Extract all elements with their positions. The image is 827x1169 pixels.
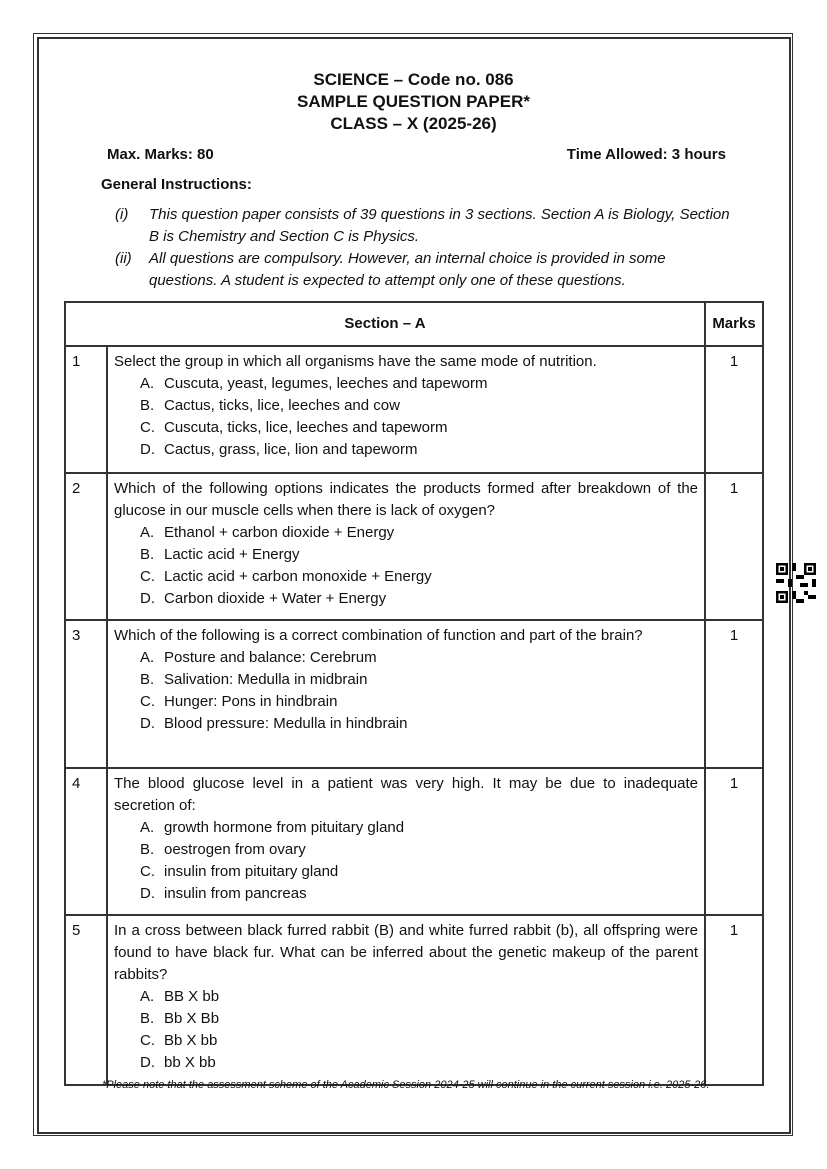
option-text: Cuscuta, ticks, lice, leeches and tapeworm (164, 419, 448, 436)
option-text: Cuscuta, yeast, legumes, leeches and tapeworm (164, 375, 488, 392)
instruction-text: This question paper consists of 39 questions in 3 sections. Section A is Biology, Section B is Chemistry and Section C is Physics. (149, 206, 730, 245)
questions-table (64, 301, 764, 1086)
question-row (65, 620, 763, 768)
option (114, 395, 698, 417)
option-text: insulin from pancreas (164, 885, 307, 902)
question-cell (107, 768, 705, 915)
option (114, 544, 698, 566)
question-cell (107, 473, 705, 620)
option-text: Lactic acid + Energy (164, 546, 300, 563)
option (114, 1052, 698, 1074)
question-marks: 1 (705, 768, 763, 915)
option-letter: A. (140, 819, 155, 836)
option (114, 861, 698, 883)
option (114, 669, 698, 691)
option-letter: B. (140, 671, 155, 688)
instructions-heading: General Instructions: (101, 176, 252, 193)
option-letter: D. (140, 715, 155, 732)
option (114, 647, 698, 669)
option (114, 883, 698, 905)
instruction-item (115, 248, 735, 292)
option (114, 588, 698, 610)
option-letter: A. (140, 375, 155, 392)
question-text: In a cross between black furred rabbit (B) and white furred rabbit (b), all offspring were found to have black fur. What can be inferred about the genetic makeup of the parent rabbits? (114, 922, 698, 983)
option-letter: D. (140, 885, 155, 902)
question-number: 3 (65, 620, 107, 768)
option (114, 373, 698, 395)
option-letter: A. (140, 649, 155, 666)
instruction-item (115, 204, 735, 248)
option (114, 691, 698, 713)
option-text: Ethanol + carbon dioxide + Energy (164, 524, 395, 541)
option-text: Posture and balance: Cerebrum (164, 649, 377, 666)
option-text: Blood pressure: Medulla in hindbrain (164, 715, 408, 732)
option-letter: A. (140, 988, 155, 1005)
option-text: Hunger: Pons in hindbrain (164, 693, 338, 710)
question-marks: 1 (705, 915, 763, 1085)
question-number: 4 (65, 768, 107, 915)
question-text: Which of the following is a correct combination of function and part of the brain? (114, 627, 643, 644)
question-marks: 1 (705, 620, 763, 768)
section-heading: Section – A (65, 302, 705, 346)
question-row (65, 346, 763, 473)
option-letter: B. (140, 397, 155, 414)
option-letter: C. (140, 1032, 155, 1049)
qr-code-icon (776, 563, 816, 603)
option-letter: C. (140, 568, 155, 585)
option (114, 986, 698, 1008)
time-allowed: Time Allowed: 3 hours (566, 146, 726, 163)
option-letter: B. (140, 546, 155, 563)
option-text: Cactus, ticks, lice, leeches and cow (164, 397, 400, 414)
question-cell (107, 620, 705, 768)
question-text: Which of the following options indicates the products formed after breakdown of the glucose in our muscle cells when there is lack of oxygen? (114, 480, 698, 519)
marks-header: Marks (705, 302, 763, 346)
table-header-row (65, 302, 763, 346)
option (114, 522, 698, 544)
option-text: Salivation: Medulla in midbrain (164, 671, 368, 688)
option (114, 1008, 698, 1030)
option-letter: D. (140, 590, 155, 607)
option-text: insulin from pituitary gland (164, 863, 339, 880)
option-text: growth hormone from pituitary gland (164, 819, 405, 836)
question-number: 5 (65, 915, 107, 1085)
option-letter: A. (140, 524, 155, 541)
footnote: *Please note that the assessment scheme of the Academic Session 2024-25 will continue in the current session i.e. 2025-26. (102, 1079, 710, 1091)
option-text: Carbon dioxide + Water + Energy (164, 590, 387, 607)
title-subject: SCIENCE – Code no. 086 (313, 70, 514, 89)
question-number: 1 (65, 346, 107, 473)
option-text: BB X bb (164, 988, 220, 1005)
option-text: Bb X Bb (164, 1010, 220, 1027)
question-text: The blood glucose level in a patient was very high. It may be due to inadequate secretion of: (114, 775, 698, 814)
question-marks: 1 (705, 346, 763, 473)
option (114, 839, 698, 861)
option-letter: C. (140, 419, 155, 436)
instruction-number: (ii) (115, 250, 132, 267)
title-class: CLASS – X (2025-26) (330, 114, 497, 133)
question-text: Select the group in which all organisms have the same mode of nutrition. (114, 353, 597, 370)
option-text: Bb X bb (164, 1032, 218, 1049)
question-marks: 1 (705, 473, 763, 620)
title-paper: SAMPLE QUESTION PAPER* (297, 92, 530, 111)
option-text: Cactus, grass, lice, lion and tapeworm (164, 441, 418, 458)
option (114, 439, 698, 461)
question-row (65, 915, 763, 1085)
option (114, 817, 698, 839)
question-cell (107, 915, 705, 1085)
question-number: 2 (65, 473, 107, 620)
option-text: bb X bb (164, 1054, 216, 1071)
question-cell (107, 346, 705, 473)
question-row (65, 473, 763, 620)
option-letter: B. (140, 841, 155, 858)
option-letter: D. (140, 1054, 155, 1071)
option-letter: D. (140, 441, 155, 458)
option-letter: B. (140, 1010, 155, 1027)
instruction-number: (i) (115, 206, 129, 223)
max-marks: Max. Marks: 80 (107, 146, 214, 163)
instruction-text: All questions are compulsory. However, an internal choice is provided in some questions. A student is expected to attempt only one of these questions. (149, 250, 666, 289)
option (114, 1030, 698, 1052)
option (114, 417, 698, 439)
option-text: Lactic acid + carbon monoxide + Energy (164, 568, 432, 585)
option (114, 566, 698, 588)
option (114, 713, 698, 735)
option-letter: C. (140, 693, 155, 710)
option-text: oestrogen from ovary (164, 841, 306, 858)
option-letter: C. (140, 863, 155, 880)
question-row (65, 768, 763, 915)
